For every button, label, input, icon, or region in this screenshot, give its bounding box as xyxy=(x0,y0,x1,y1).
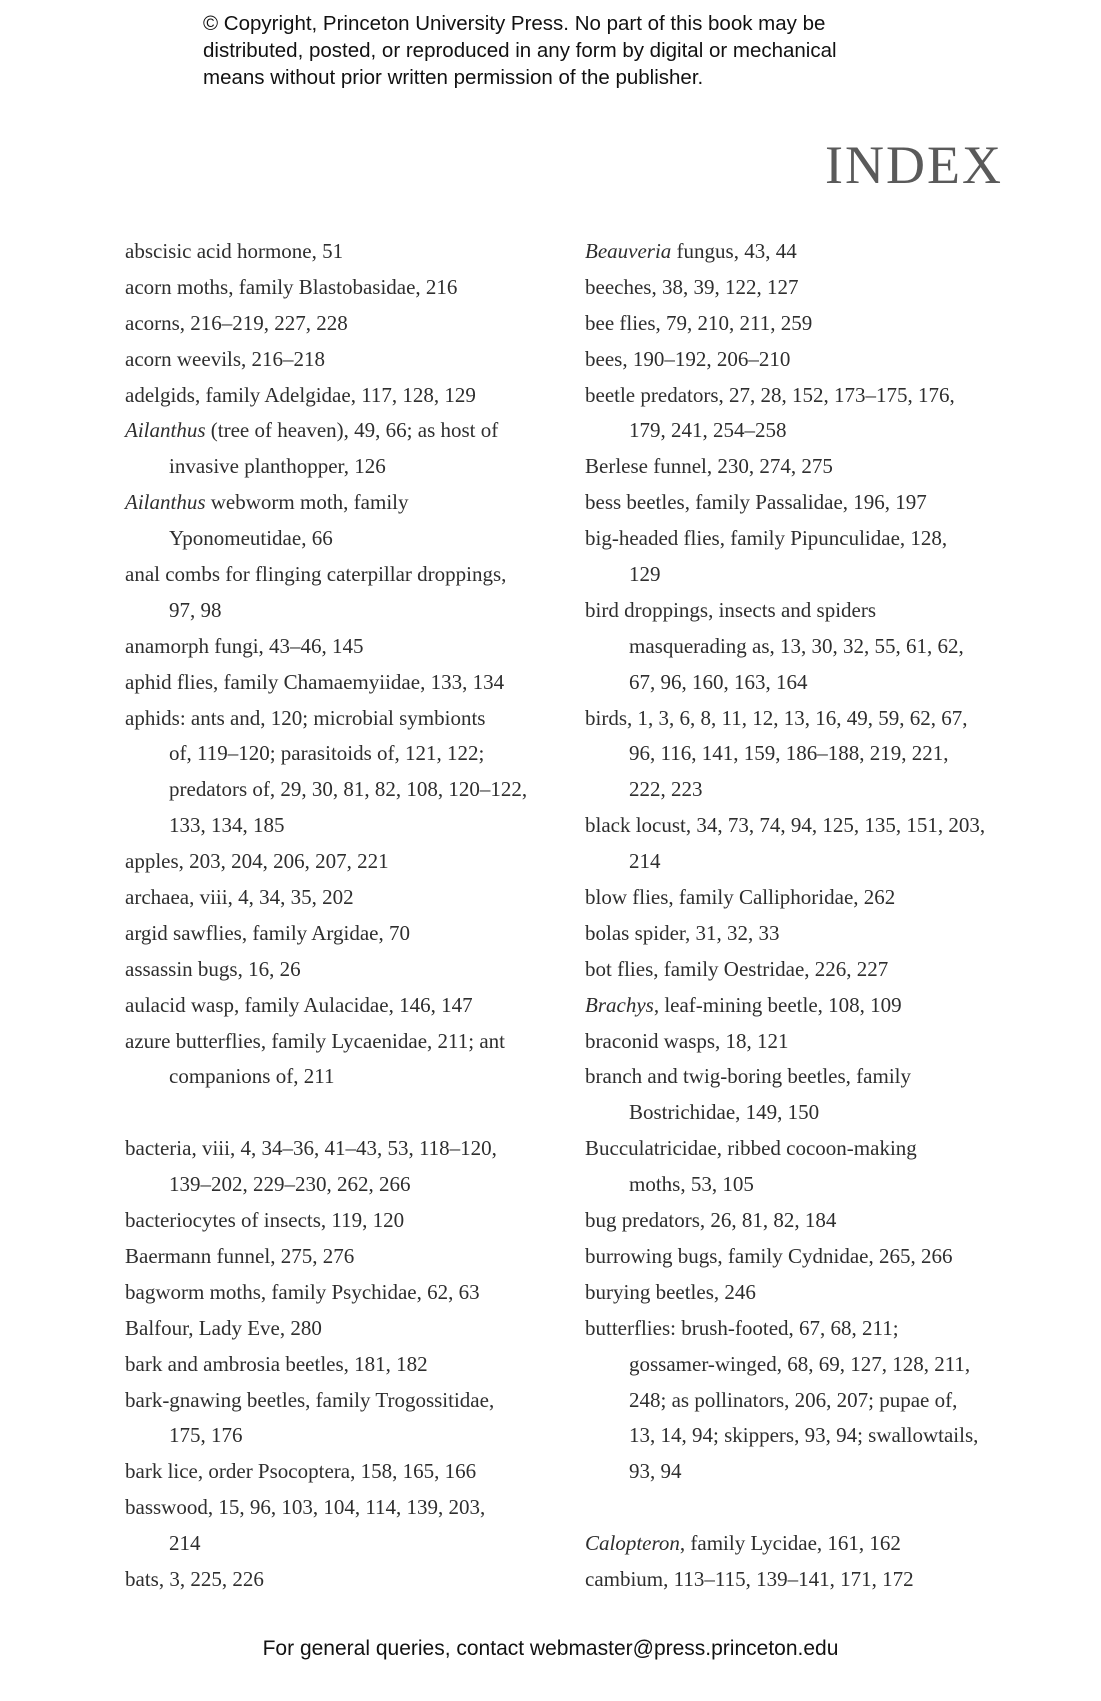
index-entry xyxy=(125,485,565,521)
index-entry-text: azure butterflies, family Lycaenidae, 211; ant xyxy=(125,1028,505,1053)
index-entry-text: burrowing bugs, family Cydnidae, 265, 266 xyxy=(585,1243,953,1268)
index-entry-text: masquerading as, 13, 30, 32, 55, 61, 62, xyxy=(629,633,964,658)
index-entry xyxy=(585,234,1005,270)
index-entry-text: acorns, 216–219, 227, 228 xyxy=(125,310,348,335)
index-entry xyxy=(125,557,565,593)
index-entry-text: bee flies, 79, 210, 211, 259 xyxy=(585,310,813,335)
index-entry-italic-term: Ailanthus xyxy=(125,418,206,443)
index-entry-italic-term: Ailanthus xyxy=(125,490,206,515)
index-entry xyxy=(585,449,1005,485)
footer-contact: For general queries, contact webmaster@press.princeton.edu xyxy=(262,1637,839,1660)
index-entry-text: birds, 1, 3, 6, 8, 11, 12, 13, 16, 49, 59, 62, 67, xyxy=(585,705,968,730)
index-entry xyxy=(585,1203,1005,1239)
index-entry-text: gossamer-winged, 68, 69, 127, 128, 211, xyxy=(629,1351,971,1376)
index-entry-text: 139–202, 229–230, 262, 266 xyxy=(169,1172,411,1197)
index-entry xyxy=(585,593,1005,629)
index-entry-continuation xyxy=(585,1418,1005,1454)
index-entry xyxy=(125,701,565,737)
index-entry-text: aphids: ants and, 120; microbial symbionts xyxy=(125,705,486,730)
index-entry-text: predators of, 29, 30, 81, 82, 108, 120–122, xyxy=(169,777,528,802)
index-entry-text: companions of, 211 xyxy=(169,1064,335,1089)
index-entry xyxy=(125,1490,565,1526)
index-entry-text: acorn weevils, 216–218 xyxy=(125,346,326,371)
index-entry-text: abscisic acid hormone, 51 xyxy=(125,239,344,263)
index-entry xyxy=(125,988,565,1024)
index-entry xyxy=(585,1311,1005,1347)
index-entry-text: Berlese funnel, 230, 274, 275 xyxy=(585,454,833,479)
index-entry-continuation xyxy=(585,772,1005,808)
index-entry xyxy=(585,306,1005,342)
index-entry-text: basswood, 15, 96, 103, 104, 114, 139, 203, xyxy=(125,1495,486,1520)
index-entry-text: 93, 94 xyxy=(629,1459,682,1484)
index-entry-text: bess beetles, family Passalidae, 196, 197 xyxy=(585,490,927,515)
index-entry xyxy=(125,629,565,665)
index-entry-text: moths, 53, 105 xyxy=(629,1172,754,1197)
index-entry-continuation xyxy=(125,772,565,808)
index-entry-continuation xyxy=(125,1418,565,1454)
index-entry-text: branch and twig-boring beetles, family xyxy=(585,1064,911,1089)
index-entry-text: beetle predators, 27, 28, 152, 173–175, 176, xyxy=(585,382,955,407)
index-entry-text: bird droppings, insects and spiders xyxy=(585,597,877,622)
index-entry xyxy=(125,1383,565,1419)
index-entry-continuation xyxy=(585,1347,1005,1383)
index-entry xyxy=(125,1239,565,1275)
index-entry xyxy=(125,234,565,270)
index-entry-continuation xyxy=(125,449,565,485)
index-entry xyxy=(125,270,565,306)
index-entry-text: blow flies, family Calliphoridae, 262 xyxy=(585,885,896,910)
index-entry-text: aphid flies, family Chamaemyiidae, 133, 134 xyxy=(125,669,505,694)
index-entry-text: , leaf-mining beetle, 108, 109 xyxy=(653,992,902,1017)
index-entry-text: aulacid wasp, family Aulacidae, 146, 147 xyxy=(125,992,473,1017)
index-entry-continuation xyxy=(125,1526,565,1562)
index-entry-text: 13, 14, 94; skippers, 93, 94; swallowtails, xyxy=(629,1423,979,1448)
index-entry-text: 175, 176 xyxy=(169,1423,243,1448)
index-entry xyxy=(125,1562,565,1598)
index-entry xyxy=(125,844,565,880)
index-entry-text: bug predators, 26, 81, 82, 184 xyxy=(585,1208,837,1233)
index-entry-text: beeches, 38, 39, 122, 127 xyxy=(585,274,799,299)
index-entry-text: braconid wasps, 18, 121 xyxy=(585,1028,789,1053)
index-entry-text: acorn moths, family Blastobasidae, 216 xyxy=(125,274,458,299)
index-entry-text: 129 xyxy=(629,562,661,587)
index-entry-text: 222, 223 xyxy=(629,777,703,802)
index-entry-text: anamorph fungi, 43–46, 145 xyxy=(125,633,364,658)
index-entry-text: of, 119–120; parasitoids of, 121, 122; xyxy=(169,741,485,766)
index-entry-text: cambium, 113–115, 139–141, 171, 172 xyxy=(585,1566,914,1591)
copyright-line: distributed, posted, or reproduced in any form by digital or mechanical xyxy=(203,39,837,62)
index-entry xyxy=(585,701,1005,737)
index-entry-text: 214 xyxy=(629,849,661,874)
index-entry xyxy=(585,270,1005,306)
index-entry xyxy=(585,1024,1005,1060)
index-column-left xyxy=(125,234,565,1598)
index-entry-continuation xyxy=(125,808,565,844)
index-entry xyxy=(125,378,565,414)
index-entry-text: adelgids, family Adelgidae, 117, 128, 129 xyxy=(125,382,476,407)
index-entry xyxy=(585,485,1005,521)
index-entry-text: 133, 134, 185 xyxy=(169,813,285,838)
index-entry-continuation xyxy=(125,593,565,629)
index-entry xyxy=(585,988,1005,1024)
index-entry xyxy=(125,1347,565,1383)
index-entry-text: fungus, 43, 44 xyxy=(671,239,797,263)
index-entry xyxy=(125,1203,565,1239)
index-entry-text: big-headed flies, family Pipunculidae, 128, xyxy=(585,526,948,551)
index-entry-text: , family Lycidae, 161, 162 xyxy=(679,1531,901,1556)
index-entry xyxy=(585,1526,1005,1562)
index-entry-continuation xyxy=(125,1167,565,1203)
index-entry-text: Yponomeutidae, 66 xyxy=(169,526,333,551)
index-entry xyxy=(585,1239,1005,1275)
index-entry xyxy=(125,665,565,701)
index-entry-continuation xyxy=(585,736,1005,772)
index-entry-continuation xyxy=(585,1454,1005,1490)
index-entry-text: archaea, viii, 4, 34, 35, 202 xyxy=(125,885,354,910)
index-entry-text: bark and ambrosia beetles, 181, 182 xyxy=(125,1351,428,1376)
index-entry-text: 97, 98 xyxy=(169,597,222,622)
index-entry-continuation xyxy=(125,736,565,772)
index-entry xyxy=(125,1024,565,1060)
index-entry-italic-term: Beauveria xyxy=(585,239,672,263)
index-entry-continuation xyxy=(585,844,1005,880)
index-entry xyxy=(585,342,1005,378)
index-entry xyxy=(585,378,1005,414)
index-entry-text: bacteria, viii, 4, 34–36, 41–43, 53, 118–120, xyxy=(125,1136,497,1161)
index-entry-continuation xyxy=(585,629,1005,665)
index-entry xyxy=(585,1059,1005,1095)
index-entry xyxy=(125,916,565,952)
page-title: INDEX xyxy=(825,135,1003,195)
index-entry-italic-term: Brachys xyxy=(585,992,654,1017)
index-entry-continuation xyxy=(585,1167,1005,1203)
copyright-line: means without prior written permission of the publisher. xyxy=(203,66,704,89)
index-entry xyxy=(125,1131,565,1167)
index-entry-text: invasive planthopper, 126 xyxy=(169,454,386,479)
index-entry xyxy=(125,1311,565,1347)
index-entry-text: 67, 96, 160, 163, 164 xyxy=(629,669,808,694)
index-entry-text: argid sawflies, family Argidae, 70 xyxy=(125,920,410,945)
index-entry-text: bagworm moths, family Psychidae, 62, 63 xyxy=(125,1279,480,1304)
index-entry xyxy=(125,1454,565,1490)
index-entry-text: bacteriocytes of insects, 119, 120 xyxy=(125,1208,405,1233)
index-entry xyxy=(125,952,565,988)
index-entry-text: (tree of heaven), 49, 66; as host of xyxy=(205,418,499,443)
index-entry-text: butterflies: brush-footed, 67, 68, 211; xyxy=(585,1315,899,1340)
index-entry xyxy=(585,808,1005,844)
index-entry-text: apples, 203, 204, 206, 207, 221 xyxy=(125,849,389,874)
index-entry xyxy=(125,342,565,378)
index-entry-continuation xyxy=(125,521,565,557)
index-entry xyxy=(585,916,1005,952)
index-entry-continuation xyxy=(585,665,1005,701)
index-entry xyxy=(585,521,1005,557)
index-entry-text: anal combs for flinging caterpillar droppings, xyxy=(125,562,507,587)
index-entry-text: Baermann funnel, 275, 276 xyxy=(125,1243,355,1268)
index-entry-text: bats, 3, 225, 226 xyxy=(125,1566,264,1591)
index-entry xyxy=(125,413,565,449)
index-entry-continuation xyxy=(585,1095,1005,1131)
index-entry-text: assassin bugs, 16, 26 xyxy=(125,956,301,981)
index-entry xyxy=(585,1275,1005,1311)
index-section-gap xyxy=(585,1490,1005,1526)
index-entry-text: Bostrichidae, 149, 150 xyxy=(629,1100,820,1125)
index-entry-text: webworm moth, family xyxy=(205,490,409,515)
index-entry-italic-term: Calopteron xyxy=(585,1531,680,1556)
copyright-line: © Copyright, Princeton University Press. No part of this book may be xyxy=(203,12,826,35)
index-entry-text: Balfour, Lady Eve, 280 xyxy=(125,1315,322,1340)
index-entry-text: bark-gnawing beetles, family Trogossitidae, xyxy=(125,1387,495,1412)
index-entry xyxy=(585,1562,1005,1598)
index-entry xyxy=(125,880,565,916)
index-entry-continuation xyxy=(125,1059,565,1095)
index-section-gap xyxy=(125,1095,565,1131)
index-entry-text: bolas spider, 31, 32, 33 xyxy=(585,920,780,945)
index-entry-continuation xyxy=(585,1383,1005,1419)
index-entry xyxy=(585,1131,1005,1167)
index-entry xyxy=(585,880,1005,916)
index-entry-text: 179, 241, 254–258 xyxy=(629,418,787,443)
copyright-notice xyxy=(203,10,923,91)
index-column-right xyxy=(585,234,1005,1598)
index-entry-text: bark lice, order Psocoptera, 158, 165, 166 xyxy=(125,1459,477,1484)
index-entry xyxy=(125,306,565,342)
index-entry xyxy=(125,1275,565,1311)
index-entry-continuation xyxy=(585,413,1005,449)
index-entry-text: bot flies, family Oestridae, 226, 227 xyxy=(585,956,889,981)
index-entry-continuation xyxy=(585,557,1005,593)
index-entry-text: 214 xyxy=(169,1531,201,1556)
index-entry-text: bees, 190–192, 206–210 xyxy=(585,346,791,371)
index-entry-text: 96, 116, 141, 159, 186–188, 219, 221, xyxy=(629,741,949,766)
index-entry xyxy=(585,952,1005,988)
index-entry-text: black locust, 34, 73, 74, 94, 125, 135, 151, 203, xyxy=(585,813,986,838)
index-entry-text: burying beetles, 246 xyxy=(585,1279,756,1304)
index-entry-text: Bucculatricidae, ribbed cocoon-making xyxy=(585,1136,917,1161)
index-entry-text: 248; as pollinators, 206, 207; pupae of, xyxy=(629,1387,958,1412)
